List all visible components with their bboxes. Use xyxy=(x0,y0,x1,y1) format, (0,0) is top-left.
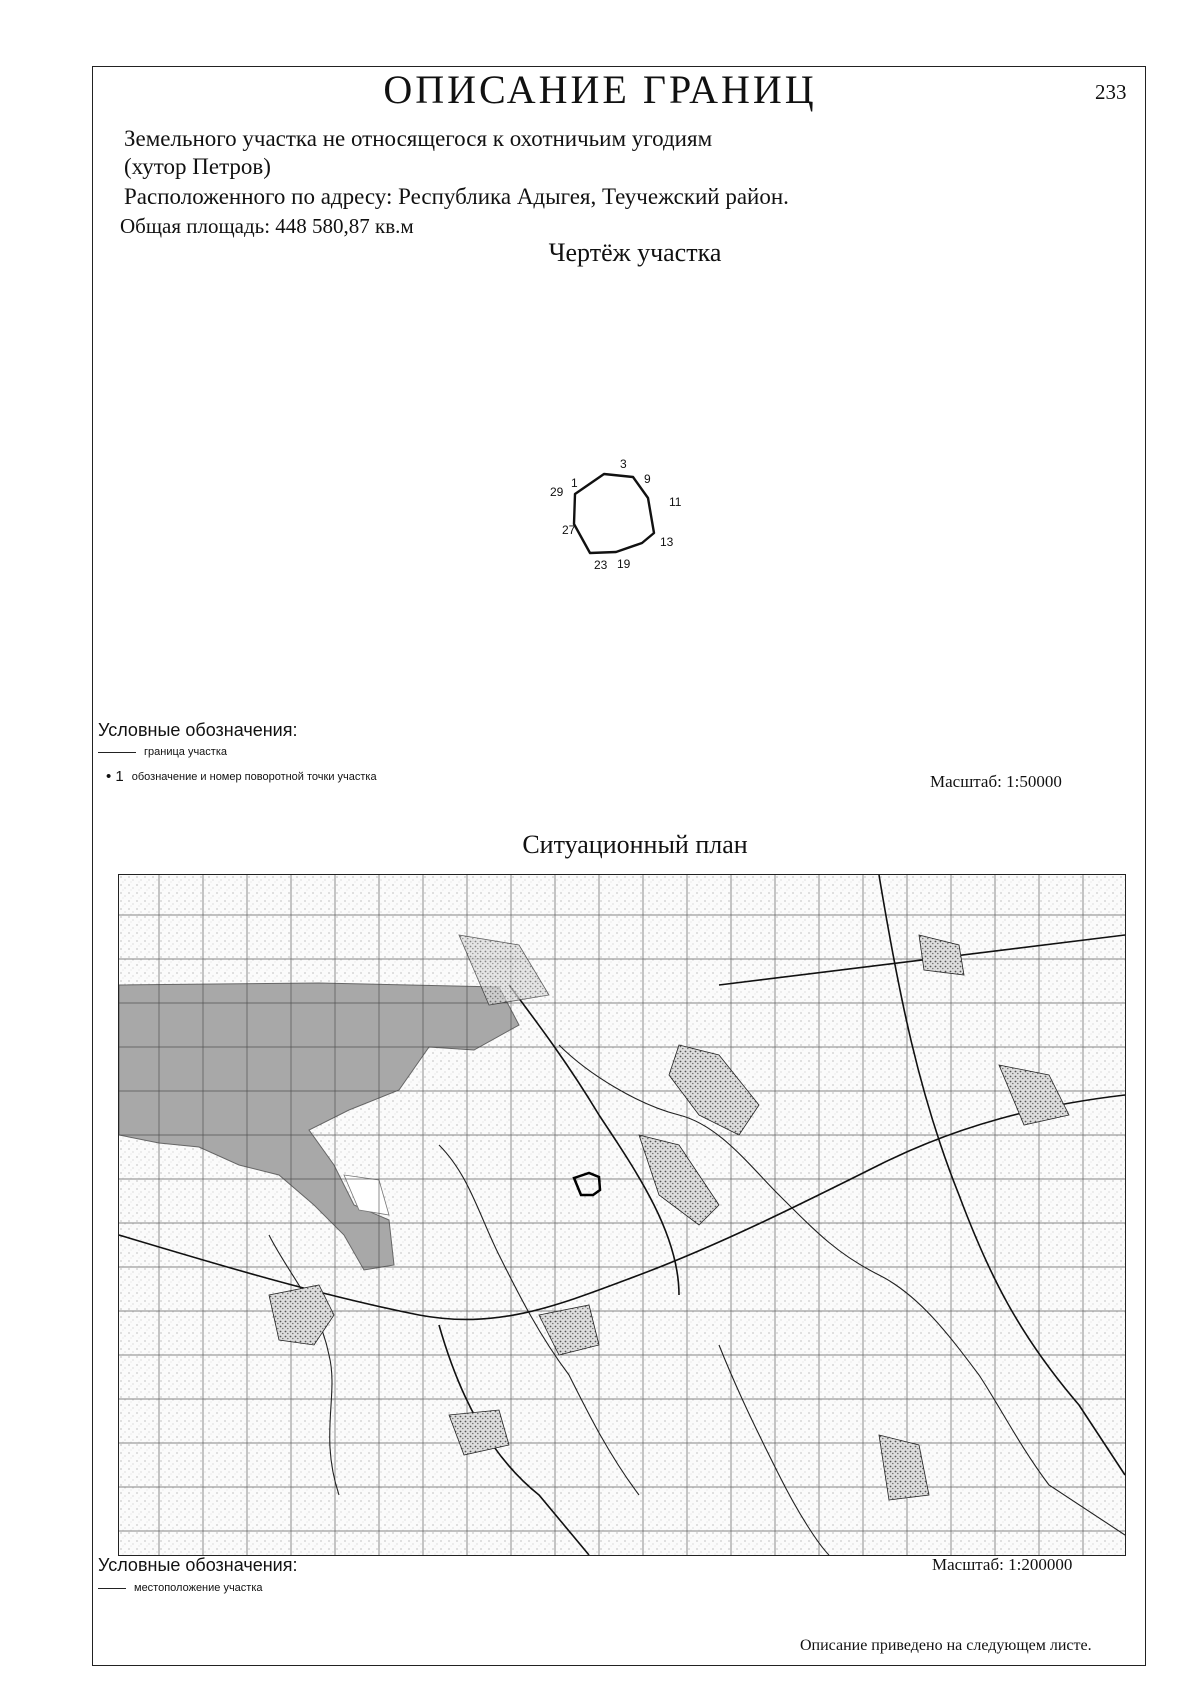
document-title: ОПИСАНИЕ ГРАНИЦ xyxy=(383,67,817,112)
map-image xyxy=(119,875,1125,1555)
page-number: 233 xyxy=(1095,80,1127,104)
parcel-boundary xyxy=(574,474,654,553)
parcel-name: (хутор Петров) xyxy=(124,154,271,179)
legend-title-2: Условные обозначения: xyxy=(98,1555,298,1575)
point-label-11: 11 xyxy=(669,495,682,509)
parcel-drawing xyxy=(530,450,710,590)
legend-location-label: местоположение участка xyxy=(134,1582,263,1594)
drawing-title: Чертёж участка xyxy=(548,238,722,267)
point-label-13: 13 xyxy=(660,535,674,549)
point-marker-sample: • 1 xyxy=(106,768,124,785)
parcel-address: Расположенного по адресу: Республика Адыгея, Теучежский район. xyxy=(124,184,789,209)
legend-boundary-label: граница участка xyxy=(144,746,227,758)
situation-plan-title: Ситуационный план xyxy=(522,830,748,859)
legend-point-label: обозначение и номер поворотной точки участка xyxy=(131,770,377,783)
point-label-27: 27 xyxy=(562,523,576,537)
legend-boundary xyxy=(98,746,227,758)
legend-title: Условные обозначения: xyxy=(98,720,298,740)
point-label-29: 29 xyxy=(550,485,564,499)
point-label-1: 1 xyxy=(571,476,578,490)
drawing-scale: Масштаб: 1:50000 xyxy=(930,772,1062,791)
map-scale: Масштаб: 1:200000 xyxy=(932,1555,1073,1574)
point-label-19: 19 xyxy=(617,557,631,571)
point-label-23: 23 xyxy=(594,558,608,572)
point-label-9: 9 xyxy=(644,472,651,486)
point-label-3: 3 xyxy=(620,457,627,471)
situation-map xyxy=(118,874,1126,1556)
legend-point xyxy=(106,768,377,785)
legend-location xyxy=(98,1582,263,1594)
parcel-description: Земельного участка не относящегося к охотничьим угодиям xyxy=(124,126,713,151)
location-line-sample xyxy=(98,1588,126,1589)
footer-note: Описание приведено на следующем листе. xyxy=(800,1637,1092,1654)
boundary-line-sample xyxy=(98,752,136,753)
parcel-area: Общая площадь: 448 580,87 кв.м xyxy=(120,214,414,238)
